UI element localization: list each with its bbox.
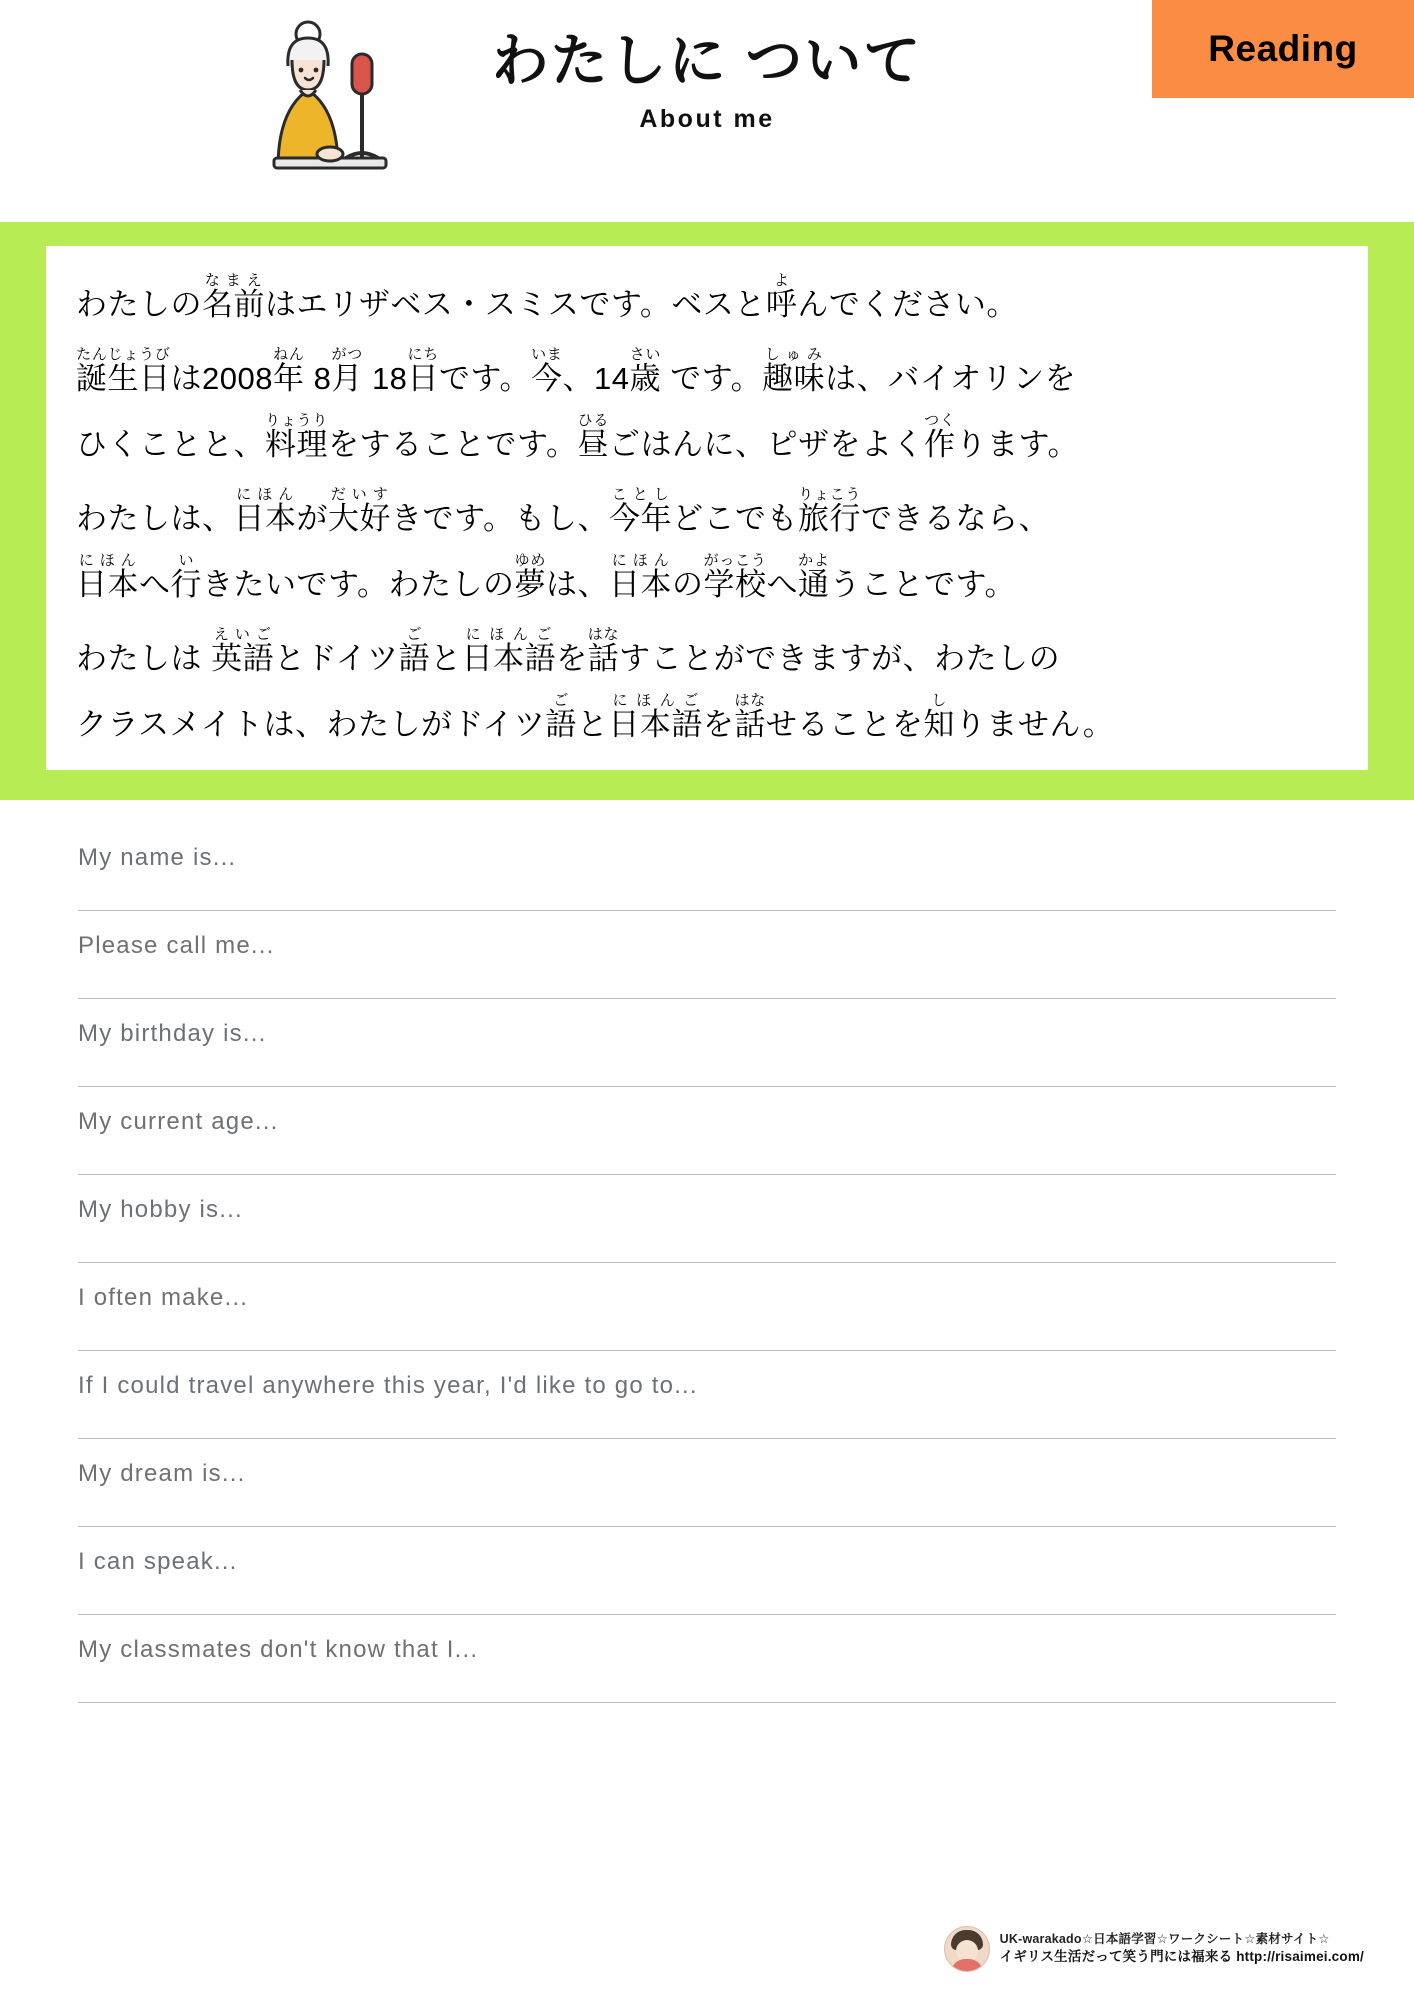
- text-run: すことができますが、わたしの: [619, 641, 1061, 676]
- furigana: にち: [407, 346, 439, 363]
- writing-prompt-list: [0, 800, 1414, 1703]
- text-run: ひくことと、: [76, 427, 265, 462]
- text-run: をすることです。: [328, 427, 578, 462]
- kanji-with-furigana: 今年ことし: [609, 486, 673, 536]
- furigana: にほんご: [461, 626, 557, 643]
- kanji-with-furigana: 旅行りょこう: [798, 486, 862, 536]
- footer-site-url: イギリス生活だって笑う門には福来る http://risaimei.com/: [999, 1949, 1364, 1965]
- kanji-with-furigana: 学校がっこう: [703, 552, 767, 602]
- furigana: し: [923, 692, 955, 709]
- writing-prompt-row[interactable]: [78, 1108, 1336, 1175]
- kanji-with-furigana: 日本にほん: [76, 552, 139, 602]
- furigana: にほんご: [608, 692, 703, 709]
- writing-prompt-row[interactable]: [78, 1372, 1336, 1439]
- kanji-with-furigana: 語ご: [545, 692, 577, 742]
- text-run: へ: [766, 567, 799, 602]
- kanji-with-furigana: 月がつ: [331, 346, 363, 396]
- text-run: はエリザベス・スミスです。ベスと: [265, 287, 766, 322]
- kanji-with-furigana: 大好だいす: [328, 486, 391, 536]
- furigana: つく: [924, 412, 956, 429]
- site-avatar-icon: [944, 1926, 990, 1972]
- text-run: とドイツ: [274, 641, 399, 676]
- kanji-with-furigana: 日本にほん: [609, 552, 673, 602]
- text-run: できるなら、: [861, 501, 1051, 536]
- writing-prompt-row[interactable]: [78, 1636, 1336, 1703]
- writing-prompt-label: Please call me...: [78, 932, 275, 959]
- furigana: にほん: [233, 486, 297, 503]
- text-run: は2008: [170, 361, 273, 396]
- writing-prompt-label: My current age...: [78, 1108, 279, 1135]
- reading-paragraph: [76, 626, 1338, 740]
- reading-line: [76, 692, 1338, 740]
- furigana: ゆめ: [514, 552, 547, 569]
- kanji-with-furigana: 話はな: [734, 692, 766, 742]
- text-run: わたしの: [76, 287, 202, 322]
- kanji-with-furigana: 誕生日たんじょうび: [76, 346, 171, 396]
- kanji-with-furigana: 英語えいご: [211, 626, 275, 676]
- writing-prompt-label: My name is...: [78, 844, 237, 871]
- writing-prompt-row[interactable]: [78, 844, 1336, 911]
- writing-prompt-row[interactable]: [78, 1284, 1336, 1351]
- reading-line: [76, 412, 1338, 460]
- furigana: しゅみ: [762, 346, 826, 363]
- kanji-with-furigana: 行い: [170, 552, 202, 602]
- furigana: だいす: [328, 486, 391, 503]
- furigana: よ: [765, 272, 798, 289]
- text-run: ごはんに、ピザをよく: [609, 427, 925, 462]
- kanji-with-furigana: 呼よ: [765, 272, 798, 322]
- kanji-with-furigana: 日にち: [407, 346, 439, 396]
- furigana: なまえ: [202, 272, 265, 289]
- writing-prompt-row[interactable]: [78, 1460, 1336, 1527]
- furigana: にほん: [609, 552, 673, 569]
- kanji-with-furigana: 昼ひる: [577, 412, 610, 462]
- reading-band: [0, 222, 1414, 800]
- furigana: ご: [398, 626, 431, 643]
- text-run: と: [576, 707, 609, 742]
- furigana: にほん: [76, 552, 139, 569]
- furigana: ご: [545, 692, 577, 709]
- reading-line: [76, 486, 1338, 534]
- furigana: がっこう: [703, 552, 767, 569]
- reading-line: [76, 626, 1338, 674]
- kanji-with-furigana: 知し: [923, 692, 955, 742]
- reading-line: [76, 552, 1338, 600]
- reading-line: [76, 272, 1338, 320]
- text-run: どこでも: [672, 501, 799, 536]
- text-run: の: [672, 567, 704, 602]
- text-run: きたいです。わたしの: [202, 567, 515, 602]
- furigana: はな: [734, 692, 766, 709]
- kanji-with-furigana: 夢ゆめ: [514, 552, 547, 602]
- text-run: 18: [362, 361, 408, 396]
- furigana: りょうり: [265, 412, 328, 429]
- furigana: いま: [530, 346, 563, 363]
- furigana: がつ: [331, 346, 363, 363]
- text-run: わたしは: [76, 641, 212, 676]
- text-run: りません。: [954, 707, 1115, 742]
- text-run: ります。: [955, 427, 1080, 462]
- text-run: わたしは、: [76, 501, 234, 536]
- page-title: わたしに ついて: [491, 29, 923, 93]
- text-run: 、14: [562, 361, 630, 396]
- furigana: りょこう: [798, 486, 862, 503]
- footer-site-name: UK-warakado☆日本語学習☆ワークシート☆素材サイト☆: [999, 1932, 1330, 1947]
- status-badge: Reading: [1152, 0, 1414, 98]
- reading-line: [76, 346, 1338, 394]
- text-run: です。: [660, 361, 763, 396]
- writing-prompt-label: If I could travel anywhere this year, I'd like to go to...: [78, 1372, 698, 1399]
- furigana: たんじょうび: [76, 346, 171, 363]
- reading-passage: [46, 246, 1368, 770]
- furigana: ひる: [577, 412, 610, 429]
- furigana: ねん: [272, 346, 305, 363]
- writing-prompt-row[interactable]: [78, 1020, 1336, 1087]
- writing-prompt-label: I can speak...: [78, 1548, 238, 1575]
- writing-prompt-label: My classmates don't know that I...: [78, 1636, 479, 1663]
- furigana: えいご: [211, 626, 275, 643]
- furigana: さい: [629, 346, 661, 363]
- kanji-with-furigana: 年ねん: [272, 346, 305, 396]
- writing-prompt-label: My dream is...: [78, 1460, 246, 1487]
- text-run: は、バイオリンを: [825, 361, 1077, 396]
- kanji-with-furigana: 作つく: [924, 412, 956, 462]
- furigana: い: [170, 552, 202, 569]
- furigana: はな: [587, 626, 620, 643]
- reading-paragraph: [76, 346, 1338, 460]
- writing-prompt-label: I often make...: [78, 1284, 249, 1311]
- text-run: んでください。: [797, 287, 1018, 322]
- reading-paragraph: [76, 272, 1338, 320]
- page-subtitle: About me: [639, 104, 775, 133]
- writing-prompt-label: My birthday is...: [78, 1020, 267, 1047]
- text-run: クラスメイトは、わたしがドイツ: [76, 707, 546, 742]
- kanji-with-furigana: 日本にほん: [233, 486, 297, 536]
- reading-paragraph: [76, 486, 1338, 600]
- text-run: が: [296, 501, 328, 536]
- text-run: 8: [304, 361, 332, 396]
- writing-prompt-row[interactable]: [78, 932, 1336, 999]
- text-run: です。: [438, 361, 531, 396]
- text-run: きです。もし、: [391, 501, 610, 536]
- furigana: ことし: [609, 486, 673, 503]
- kanji-with-furigana: 語ご: [398, 626, 431, 676]
- kanji-with-furigana: 日本語にほんご: [461, 626, 557, 676]
- writing-prompt-label: My hobby is...: [78, 1196, 243, 1223]
- page-header: [0, 0, 1414, 222]
- writing-prompt-row[interactable]: [78, 1196, 1336, 1263]
- text-run: を: [702, 707, 735, 742]
- text-run: を: [556, 641, 588, 676]
- text-run: は、: [546, 567, 610, 602]
- kanji-with-furigana: 通かよ: [798, 552, 830, 602]
- kanji-with-furigana: 話はな: [587, 626, 620, 676]
- kanji-with-furigana: 趣味しゅみ: [762, 346, 826, 396]
- text-run: うことです。: [829, 567, 1017, 602]
- kanji-with-furigana: 今いま: [530, 346, 563, 396]
- text-run: と: [430, 641, 462, 676]
- site-credit-footer: [944, 1926, 1364, 1972]
- text-run: へ: [139, 567, 171, 602]
- text-run: せることを: [765, 707, 924, 742]
- kanji-with-furigana: 歳さい: [629, 346, 661, 396]
- kanji-with-furigana: 料理りょうり: [265, 412, 328, 462]
- furigana: かよ: [798, 552, 830, 569]
- kanji-with-furigana: 日本語にほんご: [608, 692, 703, 742]
- kanji-with-furigana: 名前なまえ: [202, 272, 265, 322]
- writing-prompt-row[interactable]: [78, 1548, 1336, 1615]
